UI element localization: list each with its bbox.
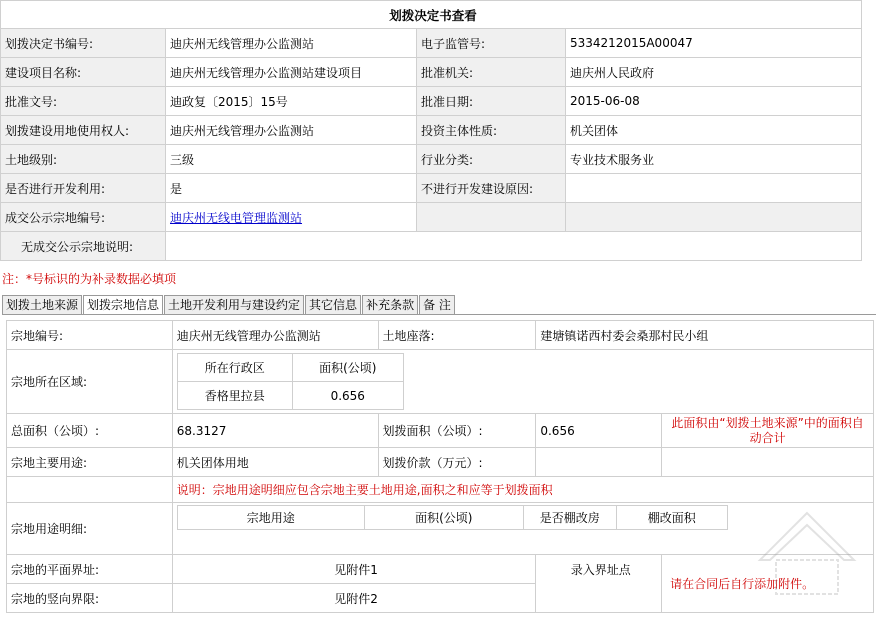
approval-org-value: 迪庆州人民政府 bbox=[566, 58, 862, 87]
supervision-no-label: 电子监管号: bbox=[417, 29, 566, 58]
region-area-value: 0.656 bbox=[292, 382, 403, 410]
vertical-boundary-value: 见附件2 bbox=[172, 584, 536, 613]
tab-parcel-info[interactable]: 划拨宗地信息 bbox=[83, 295, 163, 315]
region-district-value: 香格里拉县 bbox=[177, 382, 292, 410]
region-table bbox=[177, 353, 404, 410]
use-detail-table bbox=[177, 505, 728, 530]
empty-cell bbox=[566, 203, 862, 232]
parcel-no-link[interactable]: 迪庆州无线电管理监测站 bbox=[170, 210, 303, 225]
location-label: 土地座落: bbox=[378, 321, 536, 350]
alloc-area-label: 划拨面积（公顷）: bbox=[378, 414, 536, 448]
use-header-shed-area: 棚改面积 bbox=[616, 506, 727, 530]
no-parcel-desc-value bbox=[166, 232, 862, 261]
main-use-label: 宗地主要用途: bbox=[7, 448, 173, 477]
vertical-boundary-label: 宗地的竖向界限: bbox=[7, 584, 173, 613]
required-note: 注：*号标识的为补录数据必填项 bbox=[2, 272, 177, 286]
approval-doc-label: 批准文号: bbox=[1, 87, 166, 116]
parcel-no-label: 成交公示宗地编号: bbox=[1, 203, 166, 232]
tab-remarks[interactable]: 备 注 bbox=[419, 295, 455, 315]
attachment-note: 请在合同后自行添加附件。 bbox=[662, 555, 874, 613]
region-header-area: 面积(公顷) bbox=[292, 354, 403, 382]
page-title: 划拨决定书查看 bbox=[1, 1, 862, 29]
total-area-label: 总面积（公顷）: bbox=[7, 414, 173, 448]
no-develop-reason-value bbox=[566, 174, 862, 203]
tab-land-development[interactable]: 土地开发利用与建设约定 bbox=[164, 295, 304, 315]
decision-no-value: 迪庆州无线管理办公监测站 bbox=[166, 29, 417, 58]
approval-date-label: 批准日期: bbox=[417, 87, 566, 116]
plane-boundary-label: 宗地的平面界址: bbox=[7, 555, 173, 584]
parcel-no-cell bbox=[166, 203, 417, 232]
region-header-district: 所在行政区 bbox=[177, 354, 292, 382]
no-develop-reason-label: 不进行开发建设原因: bbox=[417, 174, 566, 203]
tab-other-info[interactable]: 其它信息 bbox=[305, 295, 361, 315]
industry-label: 行业分类: bbox=[417, 145, 566, 174]
no-parcel-desc-label: 无成交公示宗地说明: bbox=[1, 232, 166, 261]
approval-date-value: 2015-06-08 bbox=[566, 87, 862, 116]
supervision-no-value: 5334212015A00047 bbox=[566, 29, 862, 58]
use-detail-note: 说明：宗地用途明细应包含宗地主要土地用途,面积之和应等于划拨面积 bbox=[172, 477, 873, 503]
tab-supplementary[interactable]: 补充条款 bbox=[362, 295, 418, 315]
project-name-label: 建设项目名称: bbox=[1, 58, 166, 87]
empty-cell bbox=[7, 477, 173, 503]
tab-bar bbox=[2, 295, 456, 315]
decision-no-label: 划拨决定书编号: bbox=[1, 29, 166, 58]
alloc-area-note: 此面积由“划拨土地来源”中的面积自动合计 bbox=[662, 414, 874, 448]
investor-type-label: 投资主体性质: bbox=[417, 116, 566, 145]
develop-label: 是否进行开发利用: bbox=[1, 174, 166, 203]
use-detail-cell bbox=[172, 503, 873, 555]
boundary-points-label[interactable]: 录入界址点 bbox=[536, 555, 662, 613]
empty-cell bbox=[417, 203, 566, 232]
alloc-area-value: 0.656 bbox=[536, 414, 662, 448]
use-header-purpose: 宗地用途 bbox=[177, 506, 364, 530]
parcel-no-value: 迪庆州无线管理办公监测站 bbox=[172, 321, 378, 350]
price-label: 划拨价款（万元）: bbox=[378, 448, 536, 477]
use-header-shed: 是否棚改房 bbox=[523, 506, 616, 530]
land-user-value: 迪庆州无线管理办公监测站 bbox=[166, 116, 417, 145]
develop-value: 是 bbox=[166, 174, 417, 203]
region-label: 宗地所在区域: bbox=[7, 350, 173, 414]
land-grade-value: 三级 bbox=[166, 145, 417, 174]
parcel-no-label: 宗地编号: bbox=[7, 321, 173, 350]
total-area-value: 68.3127 bbox=[172, 414, 378, 448]
approval-doc-value: 迪政复〔2015〕15号 bbox=[166, 87, 417, 116]
region-cell bbox=[172, 350, 873, 414]
investor-type-value: 机关团体 bbox=[566, 116, 862, 145]
tab-land-source[interactable]: 划拨土地来源 bbox=[2, 295, 82, 315]
empty-cell bbox=[662, 448, 874, 477]
approval-org-label: 批准机关: bbox=[417, 58, 566, 87]
main-use-value: 机关团体用地 bbox=[172, 448, 378, 477]
use-header-area: 面积(公顷) bbox=[364, 506, 523, 530]
price-value bbox=[536, 448, 662, 477]
land-user-label: 划拨建设用地使用权人: bbox=[1, 116, 166, 145]
location-value: 建塘镇诺西村委会桑那村民小组 bbox=[536, 321, 874, 350]
industry-value: 专业技术服务业 bbox=[566, 145, 862, 174]
plane-boundary-value: 见附件1 bbox=[172, 555, 536, 584]
land-grade-label: 土地级别: bbox=[1, 145, 166, 174]
decision-info-table bbox=[0, 0, 862, 261]
use-detail-label: 宗地用途明细: bbox=[7, 503, 173, 555]
tab-divider bbox=[2, 314, 876, 315]
project-name-value: 迪庆州无线管理办公监测站建设项目 bbox=[166, 58, 417, 87]
parcel-info-table bbox=[6, 320, 874, 613]
